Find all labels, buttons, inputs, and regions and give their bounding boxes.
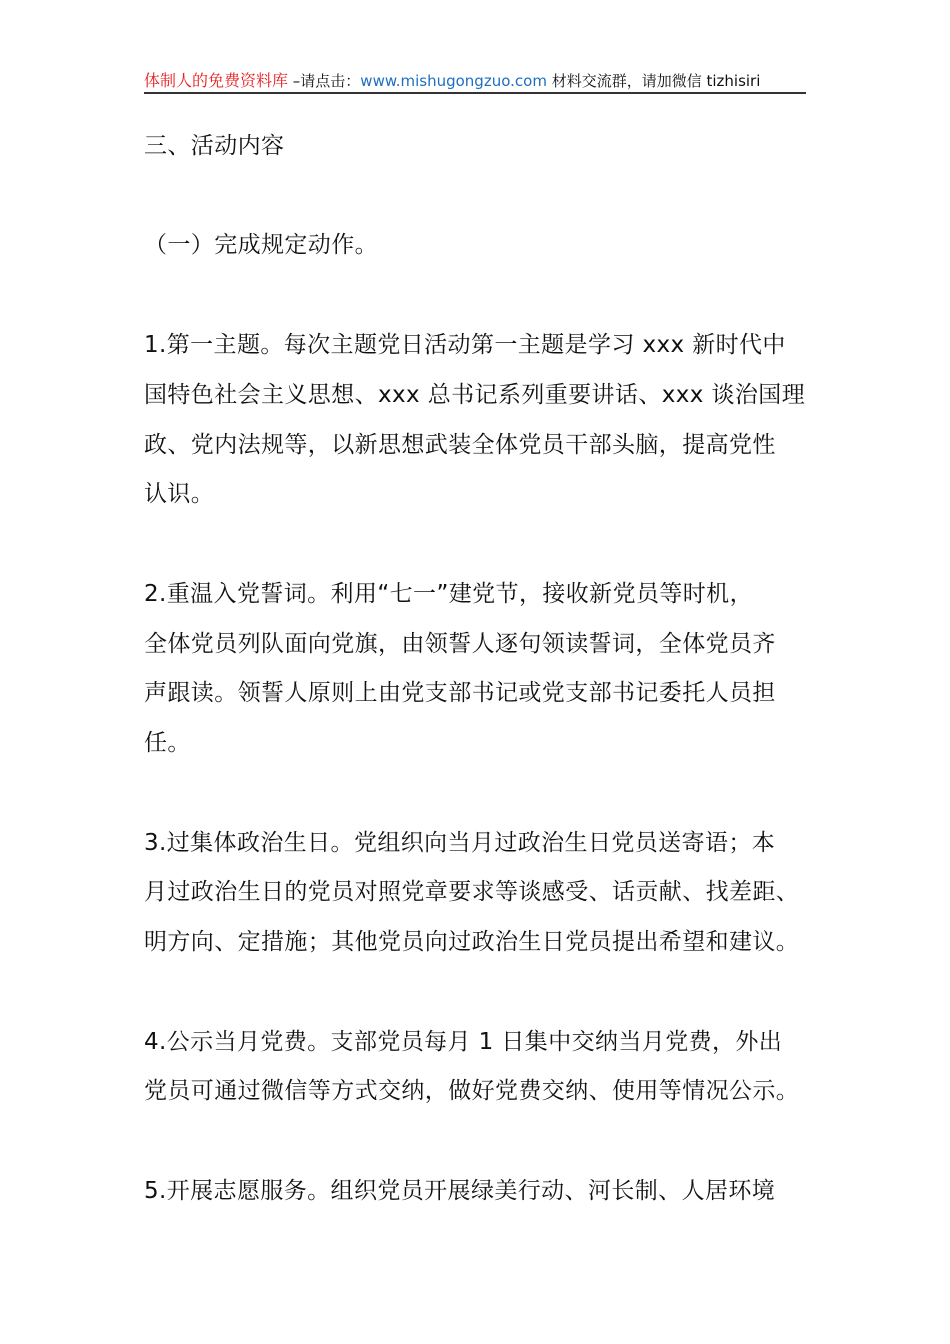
section-heading: 三、活动内容 [144,133,285,159]
header-link[interactable]: www.mishugongzuo.com [360,72,547,90]
paragraph-line: 党员可通过微信等方式交纳，做好党费交纳、使用等情况公示。 [144,1078,800,1104]
paragraph-line: 月过政治生日的党员对照党章要求等谈感受、话贡献、找差距、 [144,879,800,905]
subsection-heading: （一）完成规定动作。 [144,232,378,258]
paragraph-line: 声跟读。领誓人原则上由党支部书记或党支部书记委托人员担 [144,680,776,706]
paragraph-line: 5.开展志愿服务。组织党员开展绿美行动、河长制、人居环境 [144,1178,776,1204]
paragraph-line: 4.公示当月党费。支部党员每月 1 日集中交纳当月党费，外出 [144,1029,783,1055]
paragraph-line: 明方向、定措施；其他党员向过政治生日党员提出希望和建议。 [144,929,800,955]
paragraph-line: 任。 [144,730,191,756]
paragraph-line: 3.过集体政治生日。党组织向当月过政治生日党员送寄语；本 [144,830,776,856]
paragraph-line: 1.第一主题。每次主题党日活动第一主题是学习 xxx 新时代中 [144,332,786,358]
page-header [144,70,806,94]
paragraph-line: 国特色社会主义思想、xxx 总书记系列重要讲话、xxx 谈治国理 [144,382,806,408]
paragraph-line: 政、党内法规等，以新思想武装全体党员干部头脑，提高党性 [144,432,776,458]
header-suffix: 材料交流群，请加微信 tizhisiri [546,72,761,90]
paragraph-line: 2.重温入党誓词。利用“七一”建党节，接收新党员等时机， [144,581,753,607]
paragraph-line: 认识。 [144,481,215,507]
header-brand: 体制人的免费资料库 [144,71,289,90]
paragraph-line: 全体党员列队面向党旗，由领誓人逐句领读誓词，全体党员齐 [144,631,776,657]
header-prompt: –请点击： [288,72,361,90]
